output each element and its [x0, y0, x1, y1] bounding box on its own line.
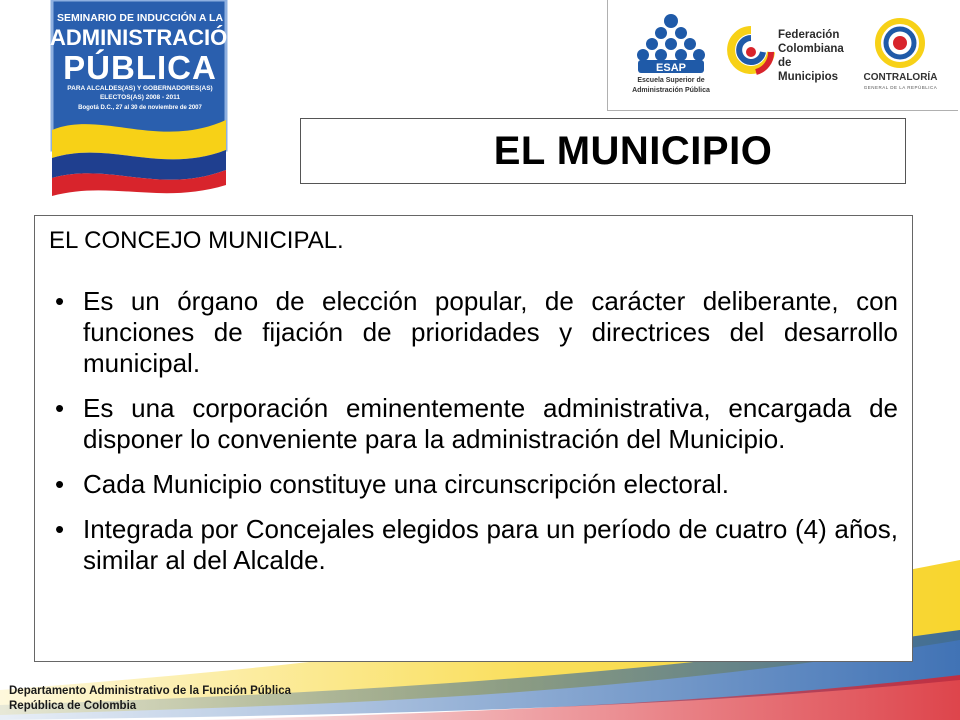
contraloria-seal-icon [853, 18, 948, 70]
esap-text-1: Escuela Superior de [637, 77, 705, 84]
bullet-item [49, 514, 898, 576]
banner-line-6: Bogotá D.C., 27 al 30 de noviembre de 2007 [78, 105, 202, 111]
contraloria-subtext: GENERAL DE LA REPÚBLICA [863, 85, 938, 90]
bullet-text: Es un órgano de elección popular, de carácter deliberante, con funciones de fijación de prioridades y directrices del desarrollo municipal. [83, 286, 898, 378]
bullet-icon: • [55, 469, 65, 499]
footer-line-2: República de Colombia [9, 700, 137, 712]
section-subtitle: EL CONCEJO MUNICIPAL. [49, 227, 344, 254]
bullet-item [49, 286, 898, 379]
seminar-banner [50, 0, 244, 200]
contraloria-text: CONTRALORÍA [863, 72, 938, 83]
fcm-line-2: Colombiana [778, 43, 844, 55]
bullet-icon: • [55, 286, 65, 316]
bullet-item [49, 469, 898, 500]
esap-text-2: Administración Pública [632, 87, 710, 94]
bullet-item [49, 393, 898, 455]
bullet-text: Integrada por Concejales elegidos para un período de cuatro (4) años, similar al del Alcalde. [83, 514, 898, 575]
esap-acronym: ESAP [656, 62, 686, 74]
content-box [34, 215, 913, 662]
banner-line-1: SEMINARIO DE INDUCCIÓN A LA [56, 12, 224, 24]
fcm-line-1: Federación [778, 29, 840, 41]
esap-dots-icon [622, 12, 720, 74]
bullet-list [49, 286, 898, 576]
bullet-text: Es una corporación eminentemente administrativa, encargada de disponer lo conveniente para la administración del Municipio. [83, 393, 898, 454]
bullet-text: Cada Municipio constituye una circunscripción electoral. [83, 469, 729, 499]
title-box [300, 118, 906, 184]
fcm-swirl-icon [726, 22, 776, 82]
fcm-text [778, 28, 846, 84]
banner-line-5: ELECTOS(AS) 2008 - 2011 [99, 94, 181, 101]
fcm-line-3: de Municipios [778, 57, 839, 83]
fcm-logo [726, 22, 846, 92]
footer [9, 684, 291, 714]
bullet-icon: • [55, 514, 65, 544]
partner-logos [607, 0, 958, 111]
bullet-icon: • [55, 393, 65, 423]
banner-line-2: ADMINISTRACIÓN [50, 25, 244, 50]
banner-line-4: PARA ALCALDES(AS) Y GOBERNADORES(AS) [67, 85, 213, 92]
footer-line-1: Departamento Administrativo de la Función Pública [9, 685, 292, 697]
banner-line-3: PÚBLICA [63, 49, 217, 86]
esap-logo [622, 12, 720, 102]
page-title: EL MUNICIPIO [493, 128, 773, 173]
contraloria-logo [853, 18, 948, 96]
